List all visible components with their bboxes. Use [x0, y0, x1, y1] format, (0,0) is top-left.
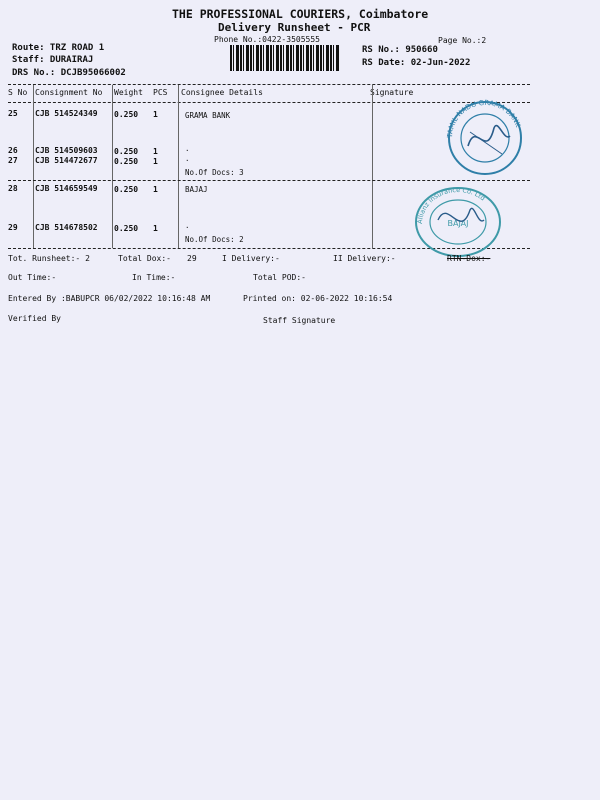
table-row-consignee: . [185, 154, 190, 163]
ii-delivery: II Delivery:- [333, 254, 396, 263]
stamp-inner-text: BAJAJ [447, 219, 469, 228]
table-row-sno: 29 [8, 223, 18, 232]
col-header-consignment: Consignment No [35, 88, 103, 97]
table-row-weight: 0.250 [114, 157, 139, 166]
col-line [33, 85, 34, 248]
docs-count: No.Of Docs: 3 [185, 168, 244, 177]
table-row-pcs: 1 [153, 110, 158, 119]
phone-number: Phone No.:0422-3505555 [214, 35, 320, 44]
col-header-pcs: PCS [153, 88, 168, 97]
table-row-consignment: CJB 514678502 [35, 223, 98, 232]
stamp-text: Allianz Insurance Co. Ltd [415, 185, 487, 225]
total-dox-label: Total Dox:- [118, 254, 171, 263]
col-header-sno: S No [8, 88, 28, 97]
table-row-weight: 0.250 [114, 110, 139, 119]
table-row-pcs: 1 [153, 185, 158, 194]
table-row-weight: 0.250 [114, 147, 139, 156]
col-line [178, 85, 179, 248]
route: Route: TRZ ROAD 1 [12, 43, 105, 53]
col-line [372, 85, 373, 248]
signature-stroke [470, 132, 502, 154]
drs-number: DRS No.: DCJB95066002 [12, 68, 126, 78]
table-row-sno: 27 [8, 156, 18, 165]
table-row-consignment: CJB 514509603 [35, 146, 98, 155]
grama-bank-stamp [440, 98, 530, 178]
col-header-weight: Weight [114, 88, 143, 97]
rtn-dox: RTN-Dox:- [447, 254, 491, 263]
stamp-text: TAMIL NADU GRAMA BANK [445, 98, 522, 139]
table-row-consignment: CJB 514472677 [35, 156, 98, 165]
col-header-signature: Signature [370, 88, 414, 97]
in-time: In Time:- [132, 273, 176, 282]
table-row-consignee: GRAMA BANK [185, 111, 231, 120]
table-row-consignment: CJB 514524349 [35, 109, 98, 118]
table-row-pcs: 1 [153, 157, 158, 166]
docs-count: No.Of Docs: 2 [185, 235, 244, 244]
company-name: THE PROFESSIONAL COURIERS, Coimbatore [172, 7, 429, 21]
printed-on: Printed on: 02-06-2022 10:16:54 [243, 294, 393, 303]
verified-by: Verified By [8, 314, 61, 323]
out-time: Out Time:- [8, 273, 57, 282]
total-pod: Total POD:- [253, 273, 306, 282]
signature-scribble [468, 126, 510, 146]
staff-name: Staff: DURAIRAJ [12, 55, 94, 65]
table-row-weight: 0.250 [114, 224, 139, 233]
staff-signature: Staff Signature [263, 316, 336, 325]
table-row-weight: 0.250 [114, 185, 139, 194]
col-line [112, 85, 113, 248]
table-row-sno: 26 [8, 146, 18, 155]
page-number: Page No.:2 [438, 36, 487, 45]
bajaj-allianz-stamp [408, 180, 508, 260]
table-row-consignee: . [185, 221, 190, 230]
table-row-consignee: . [185, 144, 190, 153]
col-header-consignee: Consignee Details [181, 88, 263, 97]
total-runsheet: Tot. Runsheet:- 2 [8, 254, 90, 263]
table-row-pcs: 1 [153, 147, 158, 156]
table-row-consignment: CJB 514659549 [35, 184, 98, 193]
table-row-sno: 25 [8, 109, 18, 118]
svg-text:TAMIL NADU GRAMA BANK [446, 99, 522, 139]
rs-date: RS Date: 02-Jun-2022 [362, 58, 471, 68]
table-row-pcs: 1 [153, 224, 158, 233]
total-dox-value: 29 [187, 254, 197, 263]
rs-number: RS No.: 950660 [362, 45, 438, 55]
i-delivery: I Delivery:- [222, 254, 280, 263]
document-title: Delivery Runsheet - PCR [218, 21, 371, 34]
table-row-consignee: BAJAJ [185, 185, 208, 194]
table-top-rule [8, 84, 530, 85]
barcode [230, 45, 340, 71]
table-row-sno: 28 [8, 184, 18, 193]
entered-by: Entered By :BABUPCR 06/02/2022 10:16:48 AM [8, 294, 211, 303]
